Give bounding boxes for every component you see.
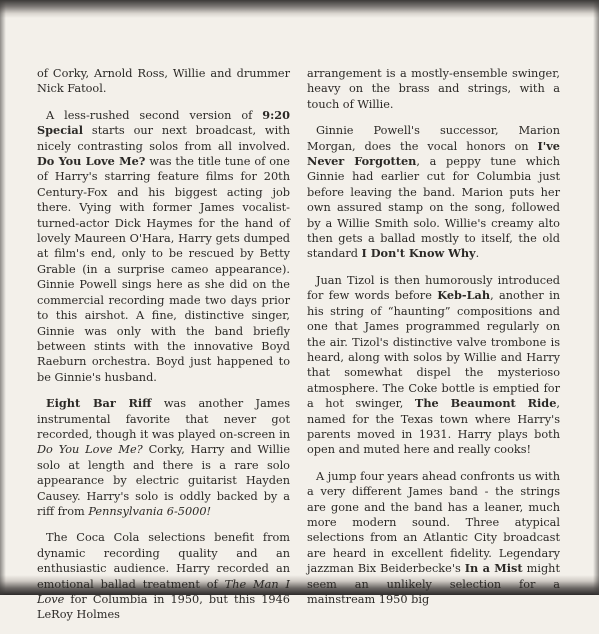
song-title-eight-bar-riff: Eight Bar Riff xyxy=(46,396,152,411)
song-title-in-a-mist: In a Mist xyxy=(464,561,523,576)
paragraph-eight-bar-riff: Eight Bar Riff was another James instrumental favorite that never got recorded, though it was played on-screen in Do You Love Me? Corky, Harry and Willie solo at length and there is a rare solo appearance by electric guitarist Hayden Causey. Harry's solo is oddly backed by a riff from Pennsylvania 6-5000! xyxy=(37,396,290,518)
paragraph-marion-morgan: Ginnie Powell's successor, Marion Morgan, does the vocal honors on I've Never Forgotten, a peppy tune which Ginnie had earlier cut for Columbia just before leaving the band. Marion puts her own assured stamp on the song, followed by a Willie Smith solo. Willie's creamy alto then gets a ballad mostly to itself, the old standard I Don't Know Why. xyxy=(307,124,561,261)
song-title-ive-never-forgotten: I've Never Forgotten xyxy=(307,138,560,169)
song-title-do-you-love-me: Do You Love Me? xyxy=(37,154,146,169)
page-shadow-left xyxy=(0,0,6,595)
paragraph-corky: of Corky, Arnold Ross, Willie and drummer Nick Fatool. xyxy=(37,67,290,96)
song-title-the-beaumont-ride: The Beaumont Ride xyxy=(414,396,557,411)
song-title-i-dont-know-why: I Don't Know Why xyxy=(361,246,476,261)
song-title-keb-lah: Keb-Lah xyxy=(437,288,491,303)
song-title-pennsylvania: Pennsylvania 6-5000! xyxy=(88,504,212,518)
page-shadow-top xyxy=(0,0,599,18)
paragraph-coca-cola: The Coca Cola selections benefit from dynamic recording quality and an enthusiastic audience. Harry recorded an emotional ballad treatment of The Man I Love for Columbia in 1950, but this 1946 LeRoy Holmes xyxy=(37,531,290,622)
paragraph-920-special: A less-rushed second version of 9:20 Special starts our next broadcast, with nicely contrasting solos from all involved. Do You Love Me? was the title tune of one of Harry's starring feature films for 20th Century-Fox and his biggest acting job there. Vying with former James vocalist-turned-actor Dick Haymes for the hand of lovely Maureen O'Hara, Harry gets dumped at film's end, only to be rescued by Betty Grable (in a surprise cameo appearance). Ginnie Powell sings here as she did on the commercial recording made two days prior to this airshot. A fine, distinctive singer, Ginnie was only with the band briefly between stints with the innovative Boyd Raeburn orchestra. Boyd just happened to be Ginnie's husband. xyxy=(37,107,290,384)
page-shadow-right xyxy=(593,0,599,595)
paragraph-juan-tizol: Juan Tizol is then humorously introduced for few words before Keb-Lah, another in his string of “haunting” compositions and one that James programmed regularly on the air. Tizol's distinctive valve trombone is heard, along with solos by Willie and Harry that somewhat dispel the mysterioso atmosphere. The Coke bottle is emptied for a hot swinger, The Beaumont Ride, named for the Texas town where Harry's parents moved in 1931. Harry plays both open and muted here and really cooks! xyxy=(307,273,561,457)
film-title-do-you-love-me: Do You Love Me? xyxy=(37,443,143,457)
song-title-920-special: 9:20 Special xyxy=(37,107,290,138)
left-column xyxy=(37,66,290,634)
paragraph-arrangement: arrangement is a mostly-ensemble swinger, heavy on the brass and strings, with a touch of Willie. xyxy=(307,67,560,111)
paragraph-jump-four-years: A jump four years ahead confronts us with a very different James band - the strings are gone and the band has a leaner, much more modern sound. Three atypical selections from an Atlantic City broadcast are heard in excellent fidelity. Legendary jazzman Bix Beiderbecke's In a Mist might seem an unlikely selection for a mainstream 1950 big xyxy=(307,469,560,606)
right-column xyxy=(307,66,560,618)
song-title-the-man-i-love: The Man I Love xyxy=(37,577,290,606)
